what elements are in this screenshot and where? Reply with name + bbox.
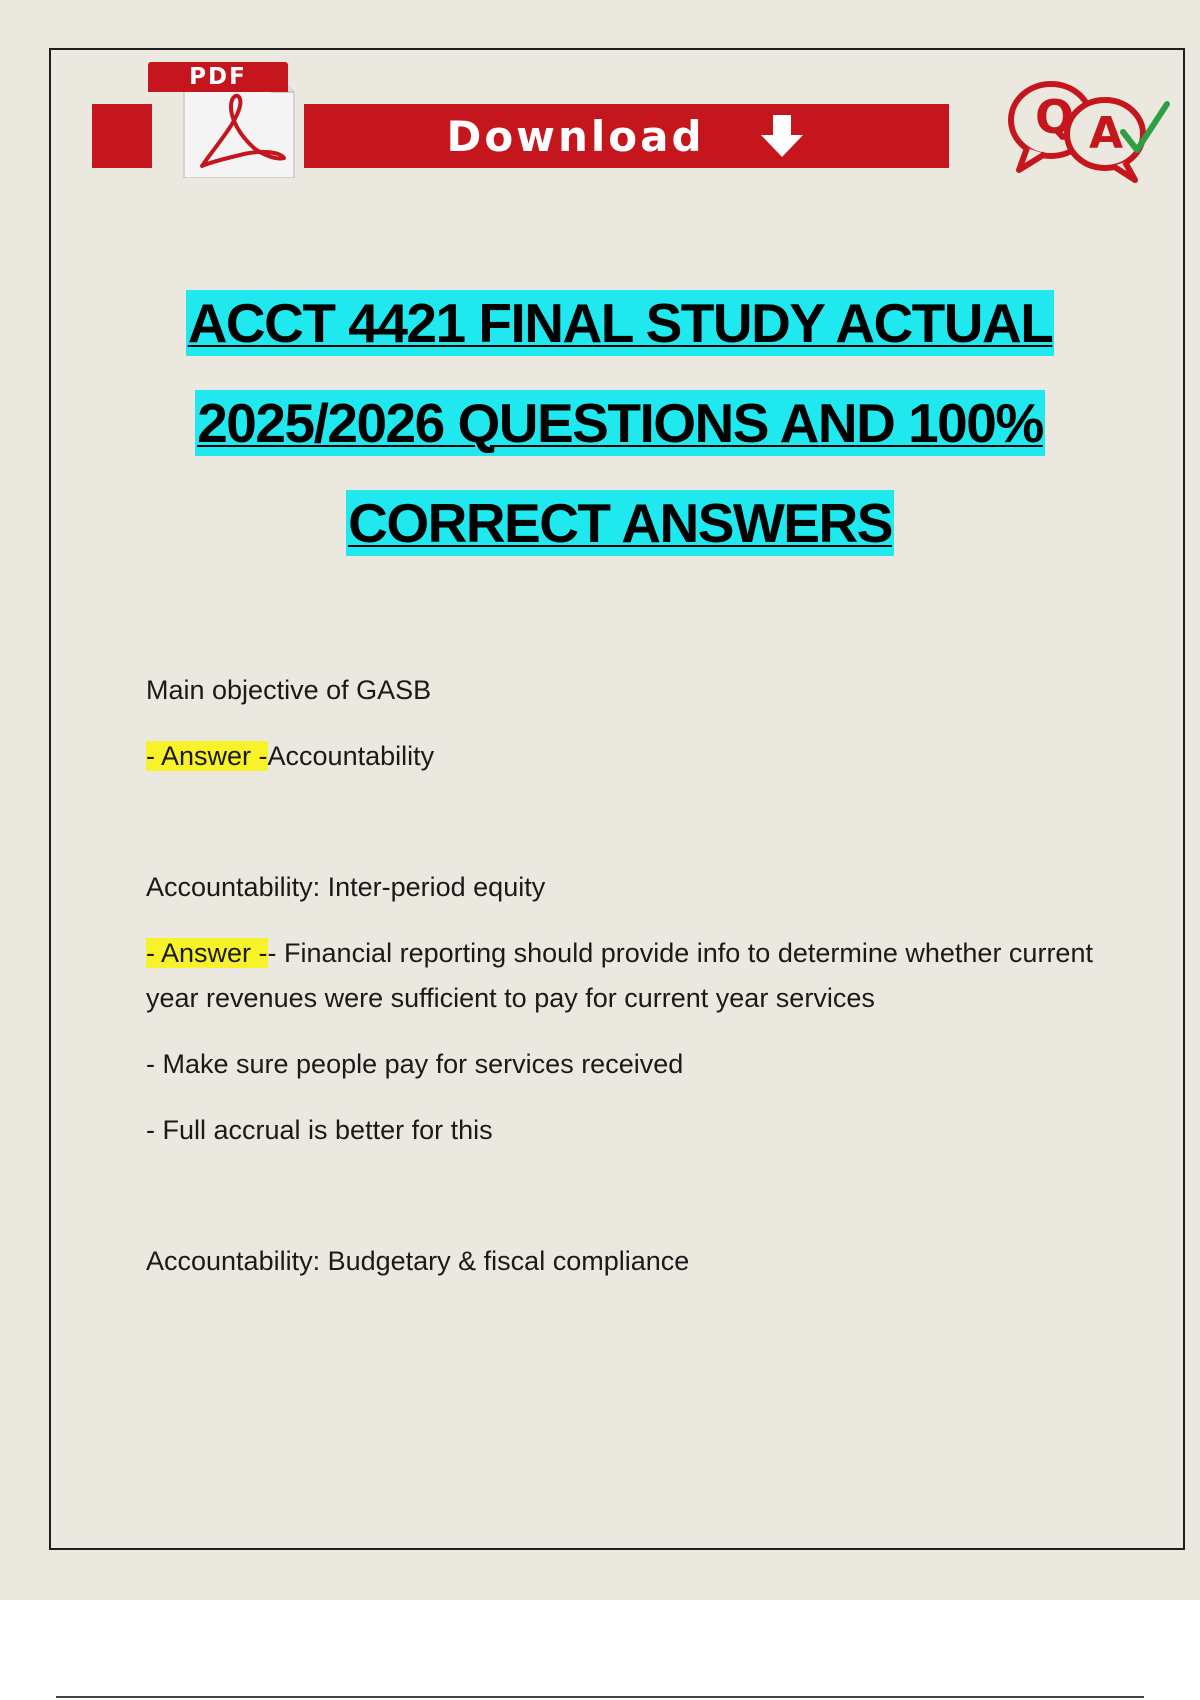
answer-2-text: - Financial reporting should provide info to determine whether current year revenues were sufficient to pay for current year services: [146, 938, 1093, 1013]
bottom-divider: [56, 1696, 1144, 1698]
title-line-1: ACCT 4421 FINAL STUDY ACTUAL: [187, 292, 1053, 354]
question-2: Accountability: Inter-period equity: [146, 872, 546, 902]
document-title: [60, 290, 1180, 590]
answer-2-prefix: - Answer -: [146, 938, 268, 968]
banner-left-bar: [92, 104, 152, 168]
qa-content: [146, 668, 1106, 1284]
download-label: Download: [446, 111, 705, 161]
pdf-download-banner[interactable]: [92, 62, 862, 178]
title-line-3: CORRECT ANSWERS: [348, 492, 892, 554]
question-1: Main objective of GASB: [146, 675, 432, 705]
answer-1-text: Accountability: [267, 741, 435, 771]
answer-2: [146, 931, 1106, 1021]
answer-1-prefix: - Answer -: [146, 741, 268, 771]
acrobat-document-icon: [144, 62, 296, 178]
answer-2-bullet-2: - Full accrual is better for this: [146, 1115, 493, 1145]
pdf-tag: PDF: [148, 62, 288, 92]
qa-logo: [1005, 74, 1175, 184]
download-arrow-icon: [757, 113, 807, 159]
title-line-2: 2025/2026 QUESTIONS AND 100%: [197, 392, 1043, 454]
answer-1: [146, 734, 1106, 779]
answer-2-bullet-1: - Make sure people pay for services received: [146, 1049, 684, 1079]
qa-logo-a: A: [1089, 108, 1124, 159]
question-3: Accountability: Budgetary & fiscal compliance: [146, 1246, 690, 1276]
download-button[interactable]: [304, 104, 949, 168]
qa-logo-q: Q: [1035, 90, 1075, 144]
